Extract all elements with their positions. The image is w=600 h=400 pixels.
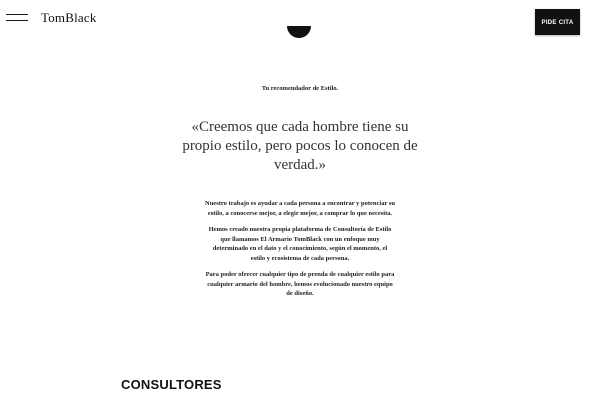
menu-line: [6, 14, 28, 15]
intro-paragraph: Hemos creado nuestra propia plataforma de Consultoría de Estilo que llamamos El Armario TomBlack con un enfoque muy determinado en el dato y el conocimiento, según el momento, el estilo y ecosistema de cada persona.: [208, 226, 392, 262]
intro-text: [205, 199, 395, 306]
intro-paragraph: Nuestro trabajo es ayudar a cada persona a encontrar y potenciar su estilo, a conocerse mejor, a elegir mejor, a comprar lo que necesita.: [205, 200, 396, 217]
hero-quote: «Creemos que cada hombre tiene su propio estilo, pero pocos lo conocen de verdad.»: [182, 119, 418, 173]
intro-paragraph: Para poder ofrecer cualquier tipo de prenda de cualquier estilo para cualquier armario del hombre, hemos evolucionado nuestro equipo de diseño.: [205, 271, 395, 297]
pide-cita-button[interactable]: PIDE CITA: [535, 9, 580, 35]
tagline: Tu recomendador de Estilo.: [261, 85, 339, 92]
hamburger-menu-icon[interactable]: [6, 12, 28, 24]
site-logo[interactable]: TomBlack: [41, 10, 97, 25]
menu-line: [6, 20, 28, 21]
cutoff-text-fragment: [158, 396, 408, 400]
cutoff-text-line: [158, 396, 408, 400]
consultores-heading: CONSULTORES: [121, 376, 222, 392]
